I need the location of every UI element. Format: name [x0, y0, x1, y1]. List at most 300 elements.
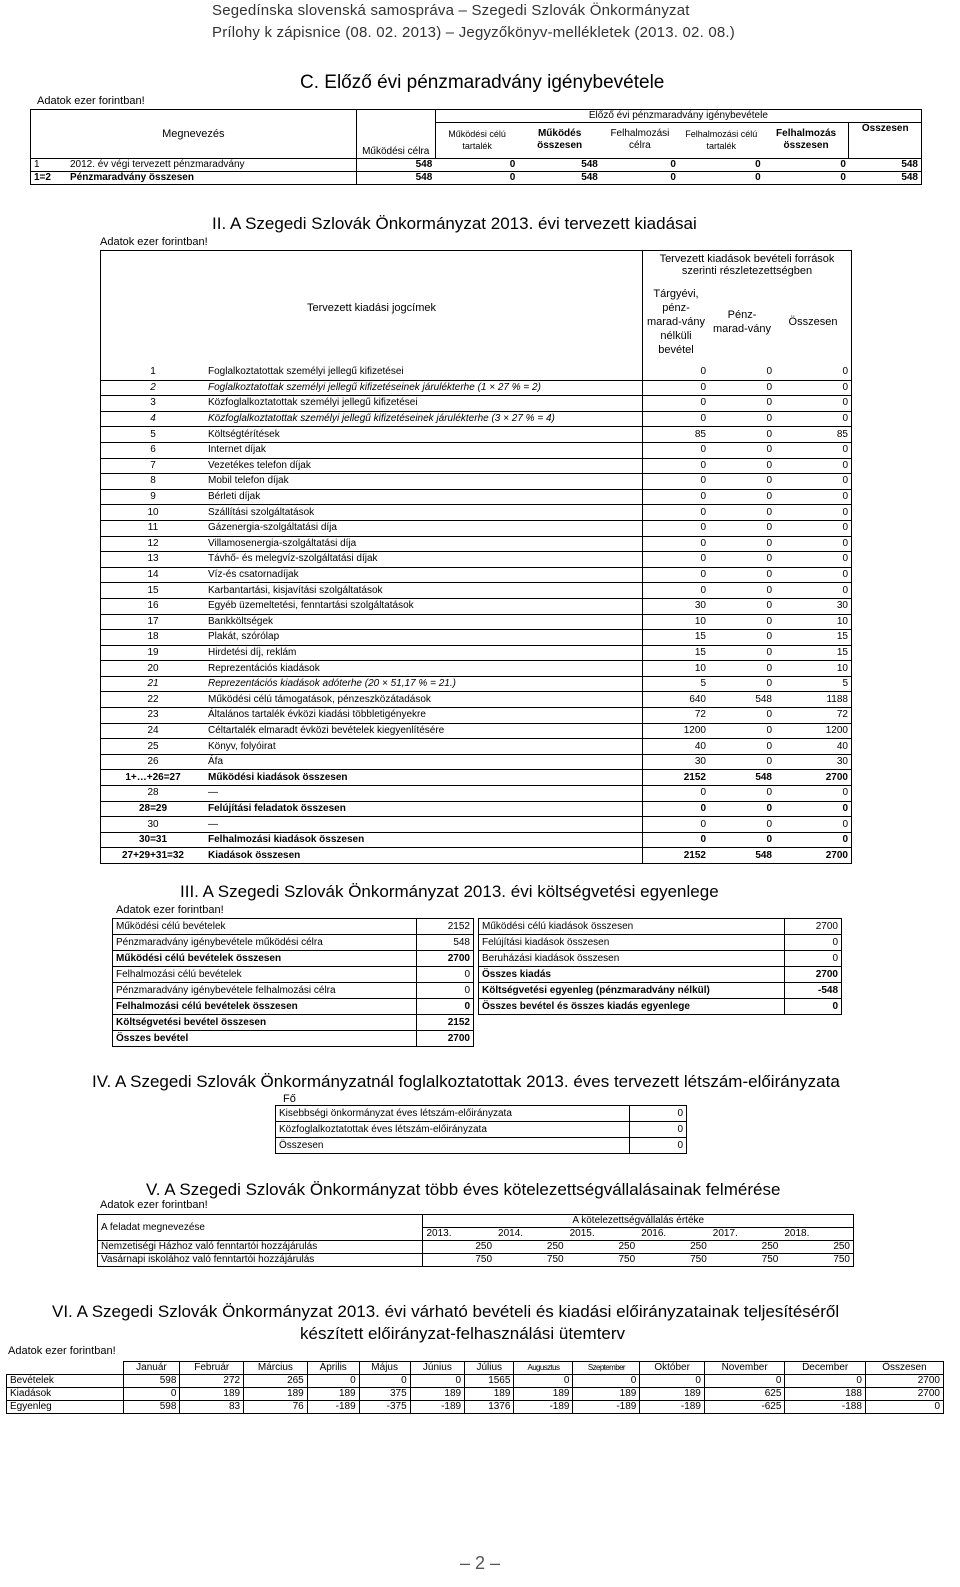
value-penzmaradvany: 0	[709, 442, 775, 458]
value-penzmaradvany: 0	[709, 427, 775, 443]
value-osszesen: 2700	[775, 848, 852, 864]
col-targyevi: Tárgyévi, pénz-marad-vány nélküli bevétel	[646, 287, 706, 356]
month-value: 188	[785, 1388, 866, 1401]
value-targyevi: 0	[643, 817, 710, 833]
value-osszesen: 0	[775, 505, 852, 521]
table-row	[101, 427, 852, 443]
year-value: 250	[567, 1241, 639, 1254]
month-value: 189	[465, 1388, 514, 1401]
section-v-table	[97, 1214, 854, 1267]
month-value: 83	[180, 1401, 244, 1414]
table-row	[101, 676, 852, 692]
table-row	[101, 442, 852, 458]
table-row	[101, 786, 852, 802]
value-targyevi: 72	[643, 708, 710, 724]
balance-label: Pénzmaradvány igénybevétele felhalmozási célra	[113, 983, 417, 999]
table-row	[101, 505, 852, 521]
row-number: 30	[101, 817, 206, 833]
table-row	[101, 832, 852, 848]
section-c-title: C. Előző évi pénzmaradvány igénybevétele	[300, 72, 665, 93]
table-row	[7, 1401, 944, 1414]
units-note-iii: Adatok ezer forintban!	[116, 904, 224, 916]
balance-value: 2700	[417, 1031, 474, 1047]
value-targyevi: 40	[643, 739, 710, 755]
page-header	[0, 0, 960, 48]
balance-value: 2700	[417, 951, 474, 967]
balance-label: Pénzmaradvány igénybevétele működési célra	[113, 935, 417, 951]
c-group-header: Előző évi pénzmaradvány igénybevétele	[435, 110, 921, 123]
col-felhalmozasi-celu-tartalek: Felhalmozási célú tartalék	[685, 128, 758, 151]
value-osszesen: 5	[775, 676, 852, 692]
value-penzmaradvany: 0	[709, 645, 775, 661]
balance-row	[113, 935, 474, 951]
value-targyevi: 0	[643, 380, 710, 396]
table-row	[101, 692, 852, 708]
row-number: 19	[101, 645, 206, 661]
section-c-table	[30, 109, 922, 185]
year-header: 2013.	[423, 1228, 495, 1241]
year-value: 750	[638, 1254, 710, 1267]
row-number: 28=29	[101, 801, 206, 817]
table-row	[101, 474, 852, 490]
task-label: Nemzetiségi Házhoz való fenntartói hozzájárulás	[98, 1241, 423, 1254]
balance-row	[113, 983, 474, 999]
row-number: 10	[101, 505, 206, 521]
month-value: 0	[410, 1375, 464, 1388]
balance-row	[113, 951, 474, 967]
col-felhalmozas-osszesen: Felhalmozás összesen	[776, 127, 837, 151]
month-value: 189	[640, 1388, 705, 1401]
balance-row	[113, 1015, 474, 1031]
value-targyevi: 2152	[643, 848, 710, 864]
table-row	[101, 801, 852, 817]
month-value: 0	[514, 1375, 573, 1388]
month-value: 0	[640, 1375, 705, 1388]
row-label: Felhalmozási kiadások összesen	[205, 832, 643, 848]
value-osszesen: 0	[775, 536, 852, 552]
value-targyevi: 640	[643, 692, 710, 708]
table-row	[101, 520, 852, 536]
table-row	[7, 1375, 944, 1388]
value-osszesen: 0	[775, 520, 852, 536]
section-iv-title: IV. A Szegedi Szlovák Önkormányzatnál foglalkoztatottak 2013. éves tervezett létszám-előirányzata	[92, 1072, 840, 1091]
balance-value: 0	[785, 999, 842, 1015]
section-iv-table	[275, 1105, 687, 1154]
month-value: 625	[704, 1388, 785, 1401]
value-osszesen: 30	[775, 598, 852, 614]
value-targyevi: 0	[643, 832, 710, 848]
row-label: Működési kiadások összesen	[205, 770, 643, 786]
row-number: 22	[101, 692, 206, 708]
col-osszesen: Összesen	[849, 123, 922, 159]
value-targyevi: 0	[643, 489, 710, 505]
row-number: 8	[101, 474, 206, 490]
page-number: – 2 –	[460, 1553, 501, 1573]
row-number: 6	[101, 442, 206, 458]
month-value: 598	[123, 1375, 180, 1388]
table-row	[101, 396, 852, 412]
col-mukodesi-celra: Működési célra	[362, 146, 430, 157]
value-osszesen: 1188	[775, 692, 852, 708]
value-penzmaradvany: 0	[709, 817, 775, 833]
year-value: 250	[423, 1241, 495, 1254]
balance-label: Felújítási kiadások összesen	[479, 935, 785, 951]
balance-label: Összesen	[276, 1138, 630, 1154]
row-label: Mobil telefon díjak	[205, 474, 643, 490]
value-osszesen: 0	[775, 567, 852, 583]
row-number: 30=31	[101, 832, 206, 848]
table-row	[101, 598, 852, 614]
month-value: -189	[573, 1401, 640, 1414]
row-label: Reprezentációs kiadások adóterhe (20 × 51,17 % = 21.)	[205, 676, 643, 692]
month-value: -188	[785, 1401, 866, 1414]
value-osszesen: 15	[775, 645, 852, 661]
table-row	[101, 365, 852, 381]
row-number: 2	[101, 380, 206, 396]
value-penzmaradvany: 0	[709, 630, 775, 646]
header-line-1: Segedínska slovenská samospráva – Szegedi Szlovák Önkormányzat	[212, 2, 690, 19]
month-value: 265	[244, 1375, 308, 1388]
balance-value: 0	[417, 983, 474, 999]
balance-row	[276, 1106, 687, 1122]
row-label: —	[205, 786, 643, 802]
value-osszesen: 0	[775, 365, 852, 381]
month-header: Összesen	[865, 1362, 943, 1375]
row-label: Egyéb üzemeltetési, fenntartási szolgáltatások	[205, 598, 643, 614]
units-note-vi: Adatok ezer forintban!	[8, 1345, 116, 1357]
year-value: 750	[781, 1254, 853, 1267]
value-targyevi: 0	[643, 801, 710, 817]
row-number: 27+29+31=32	[101, 848, 206, 864]
balance-row	[479, 967, 842, 983]
value-penzmaradvany: 0	[709, 786, 775, 802]
balance-label: Működési célú bevételek	[113, 919, 417, 935]
corner-cell	[7, 1362, 124, 1375]
col-mukodesi-celu-tartalek: Működési célú tartalék	[435, 123, 518, 157]
section-vi-title-1: VI. A Szegedi Szlovák Önkormányzat 2013. évi várható bevételi és kiadási előirányzatainak teljesítéséről	[52, 1302, 840, 1321]
value-penzmaradvany: 0	[709, 614, 775, 630]
table-row	[101, 723, 852, 739]
month-value: 189	[244, 1388, 308, 1401]
value-penzmaradvany: 0	[709, 739, 775, 755]
month-value: 76	[244, 1401, 308, 1414]
value-targyevi: 0	[643, 536, 710, 552]
row-label: Távhő- és melegvíz-szolgáltatási díjak	[205, 552, 643, 568]
balance-value: 2152	[417, 919, 474, 935]
value-osszesen: 1200	[775, 723, 852, 739]
value-penzmaradvany: 548	[709, 692, 775, 708]
row-label: Költségtérítések	[205, 427, 643, 443]
table-row	[101, 817, 852, 833]
row-number: 9	[101, 489, 206, 505]
month-value: 0	[785, 1375, 866, 1388]
value-osszesen: 0	[775, 411, 852, 427]
table-row	[101, 458, 852, 474]
balance-row	[479, 935, 842, 951]
section-vi-table	[6, 1361, 944, 1414]
value-penzmaradvany: 0	[709, 411, 775, 427]
value-osszesen: 2700	[775, 770, 852, 786]
month-value: 189	[410, 1388, 464, 1401]
table-row	[101, 739, 852, 755]
balance-row	[276, 1122, 687, 1138]
value-targyevi: 0	[643, 567, 710, 583]
month-value: -189	[514, 1401, 573, 1414]
balance-label: Beruházási kiadások összesen	[479, 951, 785, 967]
row-label: Szállítási szolgáltatások	[205, 505, 643, 521]
balance-label: Költségvetési bevétel összesen	[113, 1015, 417, 1031]
month-value: -625	[704, 1401, 785, 1414]
year-value: 250	[495, 1241, 567, 1254]
row-number: 5	[101, 427, 206, 443]
month-value: -189	[410, 1401, 464, 1414]
month-value: 189	[180, 1388, 244, 1401]
value-targyevi: 0	[643, 520, 710, 536]
col-mukodes-osszesen: Működés összesen	[537, 127, 583, 151]
table-row	[101, 848, 852, 864]
row-label: Internet díjak	[205, 442, 643, 458]
row-label: Víz-és csatornadíjak	[205, 567, 643, 583]
row-number: 28	[101, 786, 206, 802]
month-header: Február	[180, 1362, 244, 1375]
value-targyevi: 0	[643, 786, 710, 802]
row-label: 1=2 Pénzmaradvány összesen	[31, 172, 357, 185]
row-number: 18	[101, 630, 206, 646]
value-penzmaradvany: 0	[709, 474, 775, 490]
value-osszesen: 10	[775, 614, 852, 630]
table-row: 1 2012. év végi tervezett pénzmaradvány 548 0 548 0 0 0 548	[31, 159, 922, 172]
value-osszesen: 0	[775, 380, 852, 396]
table-row	[7, 1388, 944, 1401]
value-penzmaradvany: 0	[709, 676, 775, 692]
month-value: 598	[123, 1401, 180, 1414]
value-osszesen: 0	[775, 817, 852, 833]
balance-value: 0	[630, 1138, 687, 1154]
balance-value: 0	[630, 1122, 687, 1138]
balance-row	[113, 1031, 474, 1047]
value-penzmaradvany: 548	[709, 770, 775, 786]
value-targyevi: 2152	[643, 770, 710, 786]
row-number: 24	[101, 723, 206, 739]
value-targyevi: 0	[643, 442, 710, 458]
year-value: 250	[710, 1241, 782, 1254]
month-header: Március	[244, 1362, 308, 1375]
table-row	[101, 552, 852, 568]
month-value: 2700	[865, 1375, 943, 1388]
month-value: 0	[307, 1375, 359, 1388]
value-penzmaradvany: 0	[709, 583, 775, 599]
year-value: 750	[567, 1254, 639, 1267]
month-value: 0	[704, 1375, 785, 1388]
row-label: Karbantartási, kisjavítási szolgáltatások	[205, 583, 643, 599]
balance-label: Kisebbségi önkormányzat éves létszám-előirányzata	[276, 1106, 630, 1122]
table-row: 1=2 Pénzmaradvány összesen 548 0 548 0 0 0 548	[31, 172, 922, 185]
section-iii-left-table	[112, 918, 474, 1047]
year-header: 2016.	[638, 1228, 710, 1241]
value-targyevi: 0	[643, 458, 710, 474]
value-penzmaradvany: 0	[709, 708, 775, 724]
row-label: Kiadások összesen	[205, 848, 643, 864]
balance-value: -548	[785, 983, 842, 999]
value-targyevi: 0	[643, 365, 710, 381]
value-targyevi: 30	[643, 754, 710, 770]
month-value: -189	[307, 1401, 359, 1414]
value-penzmaradvany: 0	[709, 365, 775, 381]
row-label: Felújítási feladatok összesen	[205, 801, 643, 817]
row-label: Általános tartalék évközi kiadási többletigényekre	[205, 708, 643, 724]
value-targyevi: 0	[643, 411, 710, 427]
row-number: 26	[101, 754, 206, 770]
balance-label: Összes bevétel és összes kiadás egyenlege	[479, 999, 785, 1015]
table-row	[101, 770, 852, 786]
month-value: 2700	[865, 1388, 943, 1401]
row-label: Villamosenergia-szolgáltatási díja	[205, 536, 643, 552]
value-targyevi: 85	[643, 427, 710, 443]
row-number: 1	[101, 365, 206, 381]
value-penzmaradvany: 0	[709, 801, 775, 817]
v-group-header: A kötelezettségvállalás értéke	[572, 1215, 705, 1226]
row-number: 17	[101, 614, 206, 630]
value-penzmaradvany: 0	[709, 458, 775, 474]
table-row	[101, 380, 852, 396]
units-note-v: Adatok ezer forintban!	[100, 1199, 208, 1211]
row-number: 16	[101, 598, 206, 614]
value-osszesen: 10	[775, 661, 852, 677]
value-penzmaradvany: 0	[709, 661, 775, 677]
balance-row	[479, 919, 842, 935]
table-row	[101, 536, 852, 552]
row-number: 15	[101, 583, 206, 599]
balance-label: Összes kiadás	[479, 967, 785, 983]
row-label: Bevételek	[7, 1375, 124, 1388]
row-label: Vezetékes telefon díjak	[205, 458, 643, 474]
value-osszesen: 40	[775, 739, 852, 755]
value-penzmaradvany: 0	[709, 567, 775, 583]
month-header: Június	[410, 1362, 464, 1375]
balance-value: 2700	[785, 967, 842, 983]
value-penzmaradvany: 0	[709, 754, 775, 770]
col-jogcim: Tervezett kiadási jogcímek	[101, 251, 643, 365]
month-value: 189	[514, 1388, 573, 1401]
month-header: Október	[640, 1362, 705, 1375]
value-penzmaradvany: 0	[709, 505, 775, 521]
value-osszesen: 0	[775, 583, 852, 599]
value-targyevi: 15	[643, 630, 710, 646]
balance-value: 2700	[785, 919, 842, 935]
balance-label: Felhalmozási célú bevételek	[113, 967, 417, 983]
col-felhalmozasi-celra: Felhalmozási célra	[610, 127, 670, 151]
balance-value: 0	[630, 1106, 687, 1122]
table-row	[101, 567, 852, 583]
value-targyevi: 0	[643, 474, 710, 490]
row-number: 13	[101, 552, 206, 568]
row-label: Közfoglalkoztatottak személyi jellegű kifizetései	[205, 396, 643, 412]
value-osszesen: 72	[775, 708, 852, 724]
row-number: 20	[101, 661, 206, 677]
balance-value: 0	[417, 999, 474, 1015]
col-penzmaradvany: Pénz-marad-vány	[712, 308, 772, 335]
year-header: 2015.	[567, 1228, 639, 1241]
row-label: Könyv, folyóirat	[205, 739, 643, 755]
section-ii-title: II. A Szegedi Szlovák Önkormányzat 2013. évi tervezett kiadásai	[212, 214, 697, 233]
balance-value: 2152	[417, 1015, 474, 1031]
section-vi-title-2: készített előirányzat-felhasználási ütemterv	[300, 1324, 626, 1343]
table-row	[101, 630, 852, 646]
row-number: 1+…+26=27	[101, 770, 206, 786]
month-header: Augusztus	[514, 1362, 573, 1375]
value-osszesen: 0	[775, 396, 852, 412]
value-penzmaradvany: 0	[709, 380, 775, 396]
year-value: 750	[423, 1254, 495, 1267]
value-osszesen: 0	[775, 474, 852, 490]
month-header: November	[704, 1362, 785, 1375]
value-osszesen: 0	[775, 832, 852, 848]
row-label: Kiadások	[7, 1388, 124, 1401]
value-targyevi: 10	[643, 614, 710, 630]
value-penzmaradvany: 0	[709, 598, 775, 614]
month-value: -375	[359, 1401, 410, 1414]
row-label: Gázenergia-szolgáltatási díja	[205, 520, 643, 536]
month-header: Április	[307, 1362, 359, 1375]
balance-label: Működési célú bevételek összesen	[113, 951, 417, 967]
month-value: 0	[359, 1375, 410, 1388]
value-targyevi: 0	[643, 583, 710, 599]
balance-row	[113, 919, 474, 935]
balance-row	[479, 983, 842, 999]
value-penzmaradvany: 0	[709, 396, 775, 412]
value-targyevi: 1200	[643, 723, 710, 739]
table-row	[101, 661, 852, 677]
section-iv-unit: Fő	[283, 1093, 296, 1105]
task-label: Vasárnapi iskolához való fenntartói hozzájárulás	[98, 1254, 423, 1267]
month-value: -189	[640, 1401, 705, 1414]
value-osszesen: 0	[775, 801, 852, 817]
value-osszesen: 85	[775, 427, 852, 443]
value-penzmaradvany: 0	[709, 552, 775, 568]
balance-value: 0	[785, 935, 842, 951]
balance-label: Összes bevétel	[113, 1031, 417, 1047]
value-penzmaradvany: 0	[709, 723, 775, 739]
balance-label: Közfoglalkoztatottak éves létszám-előirányzata	[276, 1122, 630, 1138]
balance-value: 548	[417, 935, 474, 951]
row-label: Hirdetési díj, reklám	[205, 645, 643, 661]
value-osszesen: 0	[775, 458, 852, 474]
row-label: Bérleti díjak	[205, 489, 643, 505]
year-value: 750	[710, 1254, 782, 1267]
month-value: 189	[307, 1388, 359, 1401]
table-row	[98, 1241, 854, 1254]
month-value: 272	[180, 1375, 244, 1388]
year-header: 2017.	[710, 1228, 782, 1241]
balance-value: 0	[417, 967, 474, 983]
month-value: 375	[359, 1388, 410, 1401]
year-header: 2014.	[495, 1228, 567, 1241]
month-header: December	[785, 1362, 866, 1375]
month-value: 0	[865, 1401, 943, 1414]
month-header: Január	[123, 1362, 180, 1375]
value-penzmaradvany: 0	[709, 536, 775, 552]
row-number: 14	[101, 567, 206, 583]
month-header: Július	[465, 1362, 514, 1375]
section-iii-title: III. A Szegedi Szlovák Önkormányzat 2013. évi költségvetési egyenlege	[180, 882, 719, 901]
section-v-title: V. A Szegedi Szlovák Önkormányzat több éves kötelezettségvállalásainak felmérése	[146, 1180, 781, 1199]
row-label: Foglalkoztatottak személyi jellegű kifizetései	[205, 365, 643, 381]
balance-label: Felhalmozási célú bevételek összesen	[113, 999, 417, 1015]
value-penzmaradvany: 548	[709, 848, 775, 864]
year-value: 250	[638, 1241, 710, 1254]
balance-row	[479, 999, 842, 1015]
table-row	[101, 614, 852, 630]
